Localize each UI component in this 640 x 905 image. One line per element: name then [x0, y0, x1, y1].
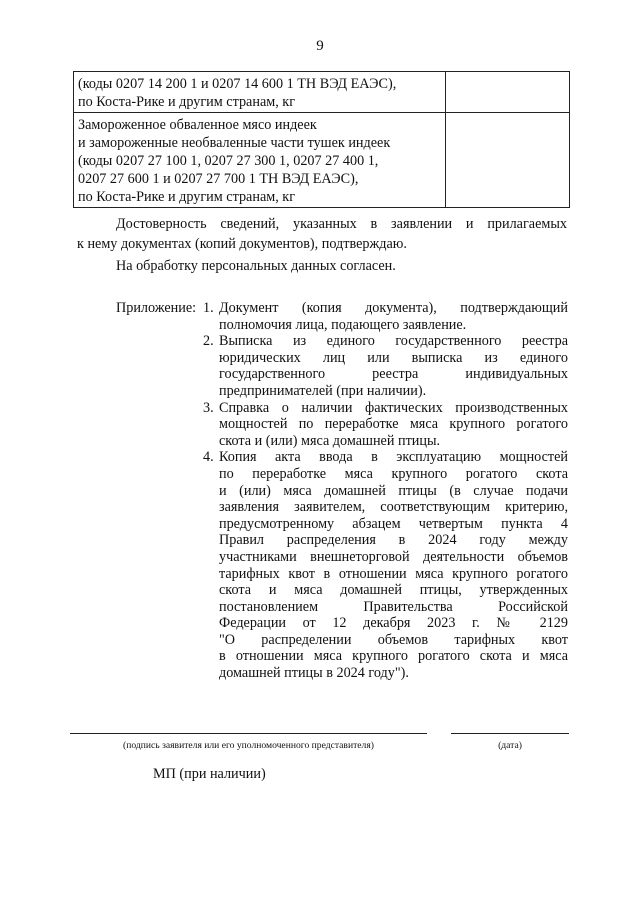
- attachment-line: Выписка из единого государственного реестра: [219, 333, 568, 350]
- table-text-line: и замороженные необваленные части тушек индеек: [78, 135, 391, 151]
- date-line: [451, 733, 569, 734]
- attachment-line: заявления заявителем, соответствующим критерию,: [219, 499, 568, 516]
- attachments-label: Приложение:: [116, 300, 197, 316]
- stamp-placeholder: МП (при наличии): [153, 766, 266, 782]
- attachment-item: [203, 400, 568, 450]
- signature-caption: (подпись заявителя или его уполномоченного представителя): [123, 740, 374, 751]
- attachment-line: по переработке мяса крупного рогатого скота: [219, 465, 568, 482]
- table-text-line: Замороженное обваленное мясо индеек: [78, 117, 317, 133]
- table-text-line: по Коста-Рике и другим странам, кг: [78, 94, 296, 110]
- quota-table: [73, 71, 570, 208]
- table-cell-value: [446, 72, 570, 113]
- attachment-line: мощностей по переработке мяса крупного рогатого: [219, 416, 568, 433]
- signature-line: [70, 733, 427, 734]
- attachment-line: предпринимателей (при наличии).: [219, 382, 427, 399]
- attachment-line: участниками внешнеторговой деятельности объемов: [219, 548, 568, 565]
- table-cell-description: [74, 72, 446, 113]
- attachment-line: скота и (или) мяса домашней птицы.: [219, 432, 441, 449]
- attachment-line: Копия акта ввода в эксплуатацию мощностей: [219, 449, 568, 466]
- attachment-item: [203, 449, 568, 681]
- attachment-line: домашней птицы в 2024 году").: [219, 665, 409, 682]
- attachment-number: 1.: [203, 300, 214, 316]
- attachments-list: [203, 300, 568, 682]
- confirmation-line: Достоверность сведений, указанных в заявлении и прилагаемых: [116, 216, 567, 232]
- attachment-line: Правил распределения в 2024 году между: [219, 532, 568, 549]
- attachment-line: постановлением Правительства Российской: [219, 598, 568, 615]
- table-text-line: по Коста-Рике и другим странам, кг: [78, 189, 296, 205]
- table-text-line: (коды 0207 14 200 1 и 0207 14 600 1 ТН ВЭД ЕАЭС),: [78, 76, 397, 92]
- attachment-item: [203, 333, 568, 399]
- attachment-line: Справка о наличии фактических производственных: [219, 399, 568, 416]
- attachment-line: предусмотренному абзацем четвертым пункта 4: [219, 515, 568, 532]
- date-caption: (дата): [498, 740, 522, 751]
- attachment-line: Документ (копия документа), подтверждающий: [219, 300, 568, 316]
- attachment-line: юридических лиц или выписка из единого: [219, 349, 568, 366]
- table-text-line: 0207 27 600 1 и 0207 27 700 1 ТН ВЭД ЕАЭС),: [78, 171, 359, 187]
- page-number: 9: [316, 38, 324, 54]
- table-row: [74, 72, 570, 113]
- attachment-line: полномочия лица, подающего заявление.: [219, 316, 467, 333]
- table-row: [74, 113, 570, 208]
- confirmation-line: к нему документах (копий документов), подтверждаю.: [77, 236, 407, 252]
- table-cell-description: [74, 113, 446, 208]
- attachment-line: в отношении мяса крупного рогатого скота и мяса: [219, 648, 568, 665]
- attachment-line: государственного реестра индивидуальных: [219, 366, 568, 383]
- attachment-line: и (или) мяса домашней птицы (в случае подачи: [219, 482, 568, 499]
- attachment-number: 3.: [203, 399, 214, 416]
- confirmation-paragraph: [77, 214, 567, 254]
- attachment-line: Федерации от 12 декабря 2023 г. № 2129: [219, 615, 568, 632]
- attachment-number: 4.: [203, 449, 214, 466]
- attachment-item: [203, 300, 568, 333]
- consent-statement: На обработку персональных данных согласен.: [116, 258, 396, 274]
- attachment-number: 2.: [203, 333, 214, 350]
- table-cell-value: [446, 113, 570, 208]
- attachment-line: "О распределении объемов тарифных квот: [219, 631, 568, 648]
- attachment-line: тарифных квот в отношении мяса крупного рогатого: [219, 565, 568, 582]
- attachment-line: скота и мяса домашней птицы, утвержденных: [219, 582, 568, 599]
- table-text-line: (коды 0207 27 100 1, 0207 27 300 1, 0207 27 400 1,: [78, 153, 379, 169]
